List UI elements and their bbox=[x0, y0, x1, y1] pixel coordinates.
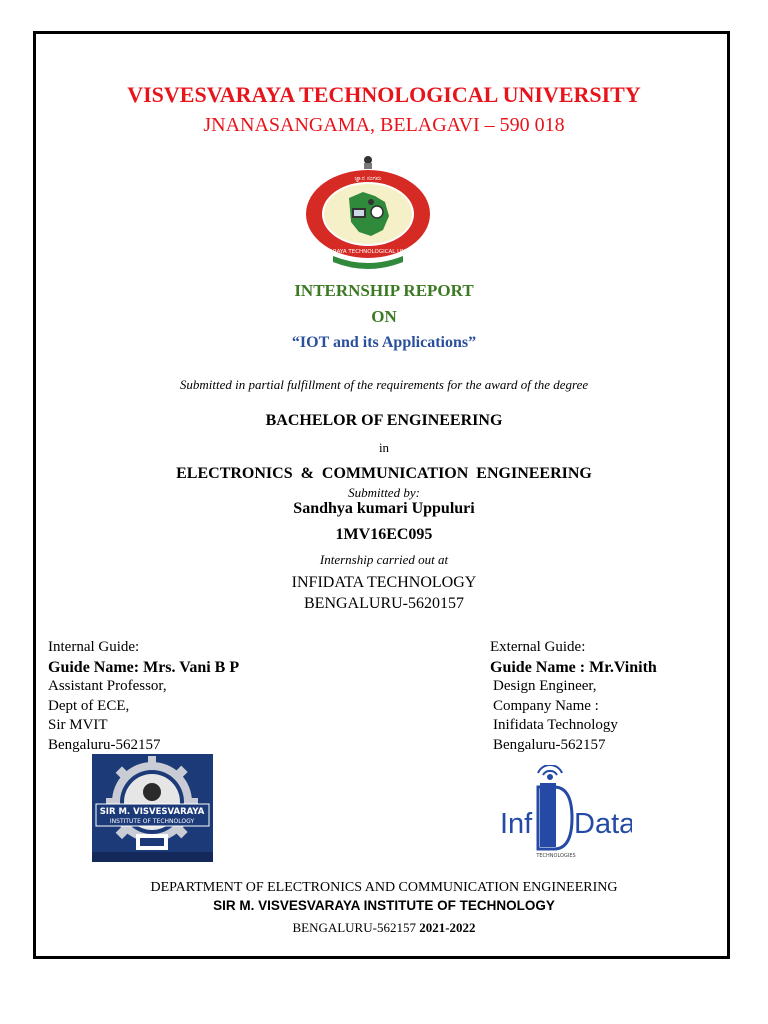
internal-guide-name: Guide Name: Mrs. Vani B P bbox=[48, 658, 240, 676]
submitted-by-label: Submitted by: bbox=[348, 485, 420, 500]
internal-guide-institute: Sir MVIT bbox=[48, 717, 108, 733]
degree-in: in bbox=[378, 440, 390, 455]
external-guide-company-label: Company Name : bbox=[493, 697, 599, 714]
internal-guide-designation: Assistant Professor, bbox=[48, 678, 167, 694]
internal-guide-dept: Dept of ECE, bbox=[48, 697, 130, 714]
footer-year: 2021-2022 bbox=[419, 920, 476, 935]
vtu-logo-text: VISVESVARAYA TECHNOLOGICAL UNIVERSITY bbox=[306, 249, 430, 255]
external-guide-designation: Design Engineer, bbox=[493, 678, 597, 694]
footer-city-year bbox=[0, 920, 768, 936]
internal-guide-label: Internal Guide: bbox=[48, 639, 140, 655]
infidata-logo-subtext: TECHNOLOGIES bbox=[536, 853, 576, 859]
report-on: ON bbox=[371, 307, 397, 326]
infidata-logo-text-b: Data bbox=[574, 808, 632, 840]
internal-guide bbox=[48, 638, 239, 755]
sirmvit-logo bbox=[92, 754, 213, 862]
branch: ELECTRONICS & COMMUNICATION ENGINEERING bbox=[176, 465, 592, 482]
external-guide-company: Inifidata Technology bbox=[493, 717, 618, 733]
svg-text:ಜ್ಞಾನ ಸಂಗಮ: ಜ್ಞಾನ ಸಂಗಮ bbox=[354, 175, 382, 182]
company-name: INFIDATA TECHNOLOGY bbox=[291, 574, 477, 591]
university-name: VISVESVARAYA TECHNOLOGICAL UNIVERSITY bbox=[127, 82, 641, 107]
footer-institute: SIR M. VISVESVARAYA INSTITUTE OF TECHNOLOGY bbox=[213, 898, 555, 913]
external-guide-label: External Guide: bbox=[490, 639, 586, 655]
carried-out-label: Internship carried out at bbox=[319, 552, 449, 567]
company-city: BENGALURU-5620157 bbox=[304, 595, 464, 612]
student-name: Sandhya kumari Uppuluri bbox=[293, 500, 475, 517]
report-title: “IOT and its Applications” bbox=[291, 334, 477, 351]
student-usn: 1MV16EC095 bbox=[335, 526, 433, 543]
external-guide bbox=[490, 638, 657, 755]
infidata-logo-text-a: Inf bbox=[500, 808, 533, 840]
external-guide-name: Guide Name : Mr.Vinith bbox=[490, 658, 657, 676]
university-address: JNANASANGAMA, BELAGAVI – 590 018 bbox=[203, 114, 565, 136]
sirmvit-logo-line1: SIR M. VISVESVARAYA bbox=[99, 807, 205, 817]
sirmvit-logo-line2: INSTITUTE OF TECHNOLOGY bbox=[109, 818, 195, 825]
submission-note: Submitted in partial fulfillment of the requirements for the award of the degree bbox=[179, 377, 589, 392]
vtu-logo bbox=[305, 152, 431, 270]
infidata-logo bbox=[500, 765, 632, 861]
footer-city: BENGALURU-562157 bbox=[292, 920, 416, 935]
degree: BACHELOR OF ENGINEERING bbox=[265, 412, 503, 429]
footer-department: DEPARTMENT OF ELECTRONICS AND COMMUNICATION ENGINEERING bbox=[150, 880, 618, 895]
external-guide-city: Bengaluru-562157 bbox=[493, 736, 606, 753]
internal-guide-city: Bengaluru-562157 bbox=[48, 736, 161, 753]
report-type: INTERNSHIP REPORT bbox=[294, 281, 474, 300]
